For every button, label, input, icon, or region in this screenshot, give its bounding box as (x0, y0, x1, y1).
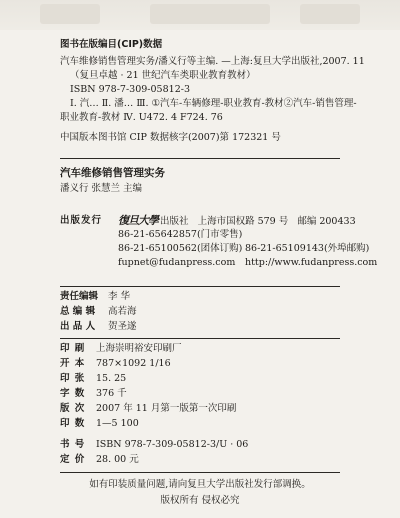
spec-value: 2007 年 11 月第一版第一次印刷 (96, 403, 237, 414)
cip-line: 中国版本图书馆 CIP 数据核字(2007)第 172321 号 (60, 132, 281, 143)
cip-block (60, 38, 380, 145)
publisher-label: 出版发行 (60, 215, 103, 226)
cip-line: ISBN 978-7-309-05812-3 (70, 84, 190, 95)
staff-label: 总 编 辑 (60, 306, 96, 317)
divider (60, 158, 340, 159)
banner-shape (300, 4, 360, 24)
pricing-value: ISBN 978-7-309-05812-3/U · 06 (96, 439, 249, 450)
staff-block (60, 290, 380, 335)
spec-value: 15. 25 (96, 373, 127, 384)
publisher-block (60, 214, 380, 270)
pricing-label: 书 号 (60, 439, 86, 450)
publisher-seal: 復旦大學 (118, 214, 158, 227)
divider (60, 338, 340, 339)
cip-line: 职业教育-教材 Ⅳ. U472. 4 F724. 76 (60, 112, 223, 123)
footer-notice: 如有印装质量问题,请向复旦大学出版社发行部调换。 (89, 479, 311, 490)
pricing-block (60, 438, 380, 468)
staff-value: 李 华 (108, 291, 131, 302)
staff-label: 出 品 人 (60, 321, 96, 332)
cip-line: 汽车维修销售管理实务/潘义行等主编. —上海:复旦大学出版社,2007. 11 (60, 56, 365, 67)
publisher-email: fupnet@fudanpress.com (118, 257, 236, 268)
banner-shape (40, 4, 100, 24)
staff-label: 责任编辑 (60, 291, 99, 302)
spec-value: 376 千 (96, 388, 127, 399)
publisher-phone: 86-21-65642857(门市零售) (118, 229, 243, 240)
book-title: 汽车维修销售管理实务 (60, 167, 165, 179)
spec-value: 787×1092 1/16 (96, 358, 171, 369)
publisher-website: http://www.fudanpress.com (245, 257, 378, 268)
publisher-phone: 86-21-65100562(团体订购) (118, 243, 243, 254)
banner-shape (150, 4, 270, 24)
spec-label: 印 张 (60, 373, 86, 384)
cip-line: Ⅰ. 汽… Ⅱ. 潘… Ⅲ. ①汽车-车辆修理-职业教育-教材②汽车-销售管理- (70, 98, 357, 109)
publisher-phone: 86-21-65109143(外埠邮购) (245, 243, 370, 254)
divider (60, 472, 340, 473)
book-editors: 潘义行 张慧兰 主编 (60, 183, 143, 194)
publisher-address: 上海市国权路 579 号 (197, 216, 289, 227)
publisher-name-suffix: 出版社 (160, 216, 189, 227)
spec-label: 版 次 (60, 403, 86, 414)
cip-heading: 图书在版编目(CIP)数据 (60, 39, 163, 50)
divider (60, 286, 340, 287)
faded-header-banner (0, 0, 400, 30)
staff-value: 贺圣遂 (108, 321, 137, 332)
spec-label: 印 刷 (60, 343, 86, 354)
publisher-postcode: 邮编 200433 (297, 216, 356, 227)
specs-block (60, 342, 380, 432)
footer-rights: 版权所有 侵权必究 (160, 495, 240, 506)
pricing-label: 定 价 (60, 454, 86, 465)
spec-label: 开 本 (60, 358, 86, 369)
spec-value: 上海崇明裕安印刷厂 (96, 343, 182, 354)
spec-label: 字 数 (60, 388, 86, 399)
pricing-value: 28. 00 元 (96, 454, 139, 465)
book-block (60, 166, 380, 196)
spec-label: 印 数 (60, 418, 86, 429)
spec-value: 1—5 100 (96, 418, 139, 429)
staff-value: 高若海 (108, 306, 137, 317)
cip-line: （复旦卓越 · 21 世纪汽车类职业教育教材） (70, 70, 256, 81)
